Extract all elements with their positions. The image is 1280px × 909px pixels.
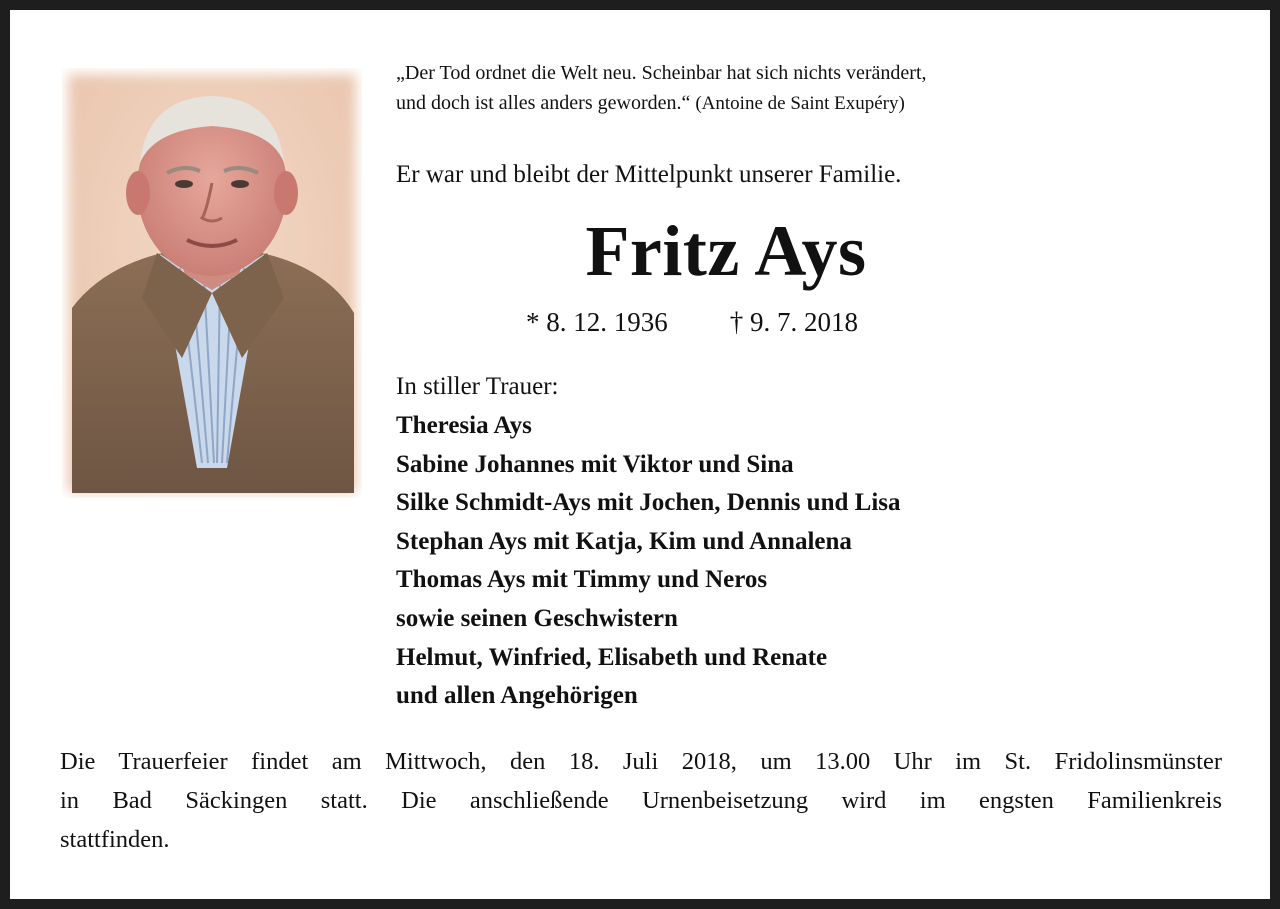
quote-line bbox=[396, 88, 1116, 119]
obituary-notice bbox=[10, 10, 1270, 899]
quote bbox=[396, 58, 1116, 119]
portrait-photo bbox=[62, 68, 362, 498]
birth-date: * 8. 12. 1936 bbox=[526, 307, 668, 337]
quote-attribution: (Antoine de Saint Exupéry) bbox=[695, 93, 905, 114]
mourner: Helmut, Winfried, Elisabeth und Renate bbox=[396, 643, 828, 671]
quote-line: „Der Tod ordnet die Welt neu. Scheinbar hat sich nichts verändert, bbox=[396, 62, 927, 84]
mourner: Silke Schmidt-Ays mit Jochen, Dennis und Lisa bbox=[396, 489, 901, 517]
mourner: Thomas Ays mit Timmy und Neros bbox=[396, 566, 768, 594]
mourning-label: In stiller Trauer: bbox=[396, 373, 559, 400]
deceased-name: Fritz Ays bbox=[585, 211, 867, 291]
announcement-line: Die Trauerfeier findet am Mittwoch, den 18. Juli 2018, um 13.00 Uhr im St. Fridolinsmünster bbox=[60, 748, 1222, 775]
death-date: † 9. 7. 2018 bbox=[729, 307, 858, 337]
life-dates bbox=[526, 304, 858, 340]
funeral-announcement bbox=[60, 742, 1222, 859]
announcement-line: stattfinden. bbox=[60, 826, 170, 853]
mourner: Sabine Johannes mit Viktor und Sina bbox=[396, 450, 794, 478]
mourner: Theresia Ays bbox=[396, 412, 532, 439]
intro-text: Er war und bleibt der Mittelpunkt unserer Familie. bbox=[396, 161, 902, 188]
mourner: sowie seinen Geschwistern bbox=[396, 604, 678, 632]
quote-text: und doch ist alles anders geworden.“ bbox=[396, 92, 691, 114]
mourners-list bbox=[396, 407, 901, 716]
announcement-line: in Bad Säckingen statt. Die anschließende Urnenbeisetzung wird im engsten Familienkreis bbox=[60, 787, 1222, 814]
mourner: und allen Angehörigen bbox=[396, 682, 638, 710]
mourner: Stephan Ays mit Katja, Kim und Annalena bbox=[396, 527, 852, 555]
